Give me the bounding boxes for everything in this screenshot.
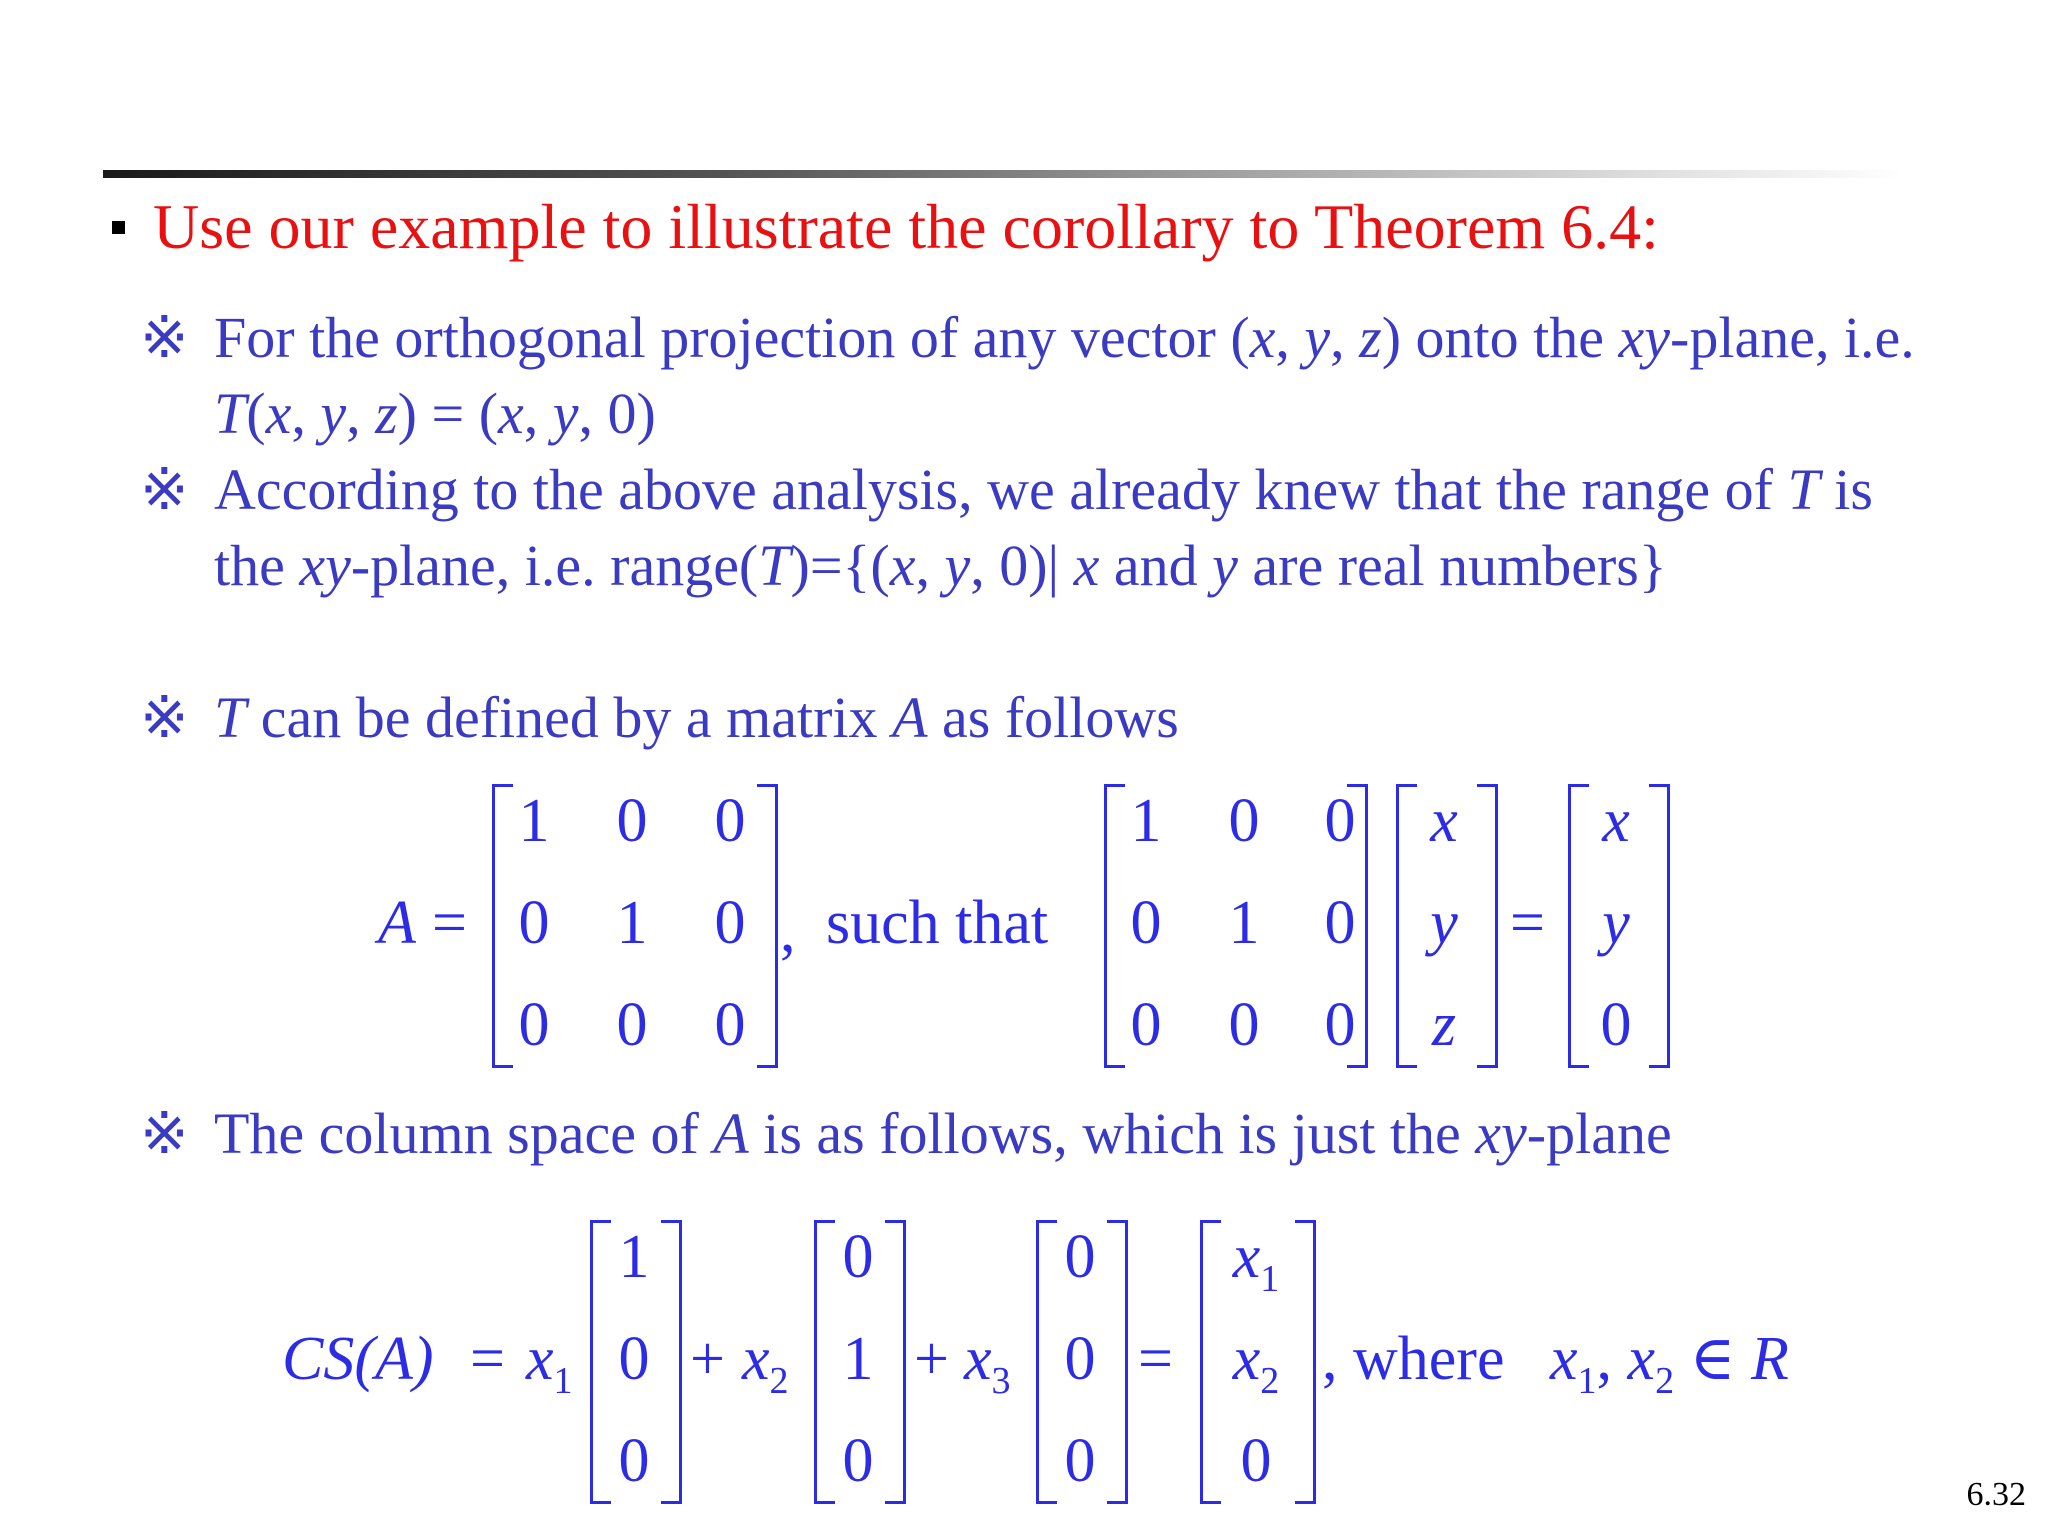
text: are real numbers} [1237,533,1667,598]
equals-sign: = [1510,889,1545,957]
square-bullet-icon [112,221,125,234]
text: )={( [790,533,890,598]
matrix-cell: 0 [1324,991,1356,1059]
text: , [291,381,321,446]
var: T [1787,457,1820,522]
bullet-matrix-def [140,680,1954,756]
var: xy [1618,305,1671,370]
bullet-range [140,452,1954,604]
var: x [742,1325,770,1393]
var: x [265,381,292,446]
matrix-cell: 1 [616,889,648,957]
text: ) onto the [1381,305,1619,370]
equals-sign: = [470,1325,505,1393]
page-number: 6.32 [1966,1476,2026,1513]
var: T [758,533,791,598]
text: -plane, i.e. [1670,305,1915,370]
var: y [944,533,971,598]
vector-cell: 0 [1064,1325,1096,1393]
cs-a-label: CS(A) [282,1325,434,1393]
matrix-cell: 1 [1228,889,1260,957]
matrix-cell: 0 [1324,787,1356,855]
coef-x2 [742,1324,789,1416]
plus-sign: + [914,1325,949,1393]
var: x [1073,533,1100,598]
text: can be defined by a matrix [246,685,893,750]
vector-cell: 0 [1600,991,1632,1059]
subscript: 2 [769,1360,789,1402]
text: , 0) [578,381,656,446]
var: T [214,685,247,750]
var: z [375,381,398,446]
vector-cell: 0 [1240,1427,1272,1495]
coef-x3 [964,1324,1011,1416]
vector-cell: 0 [1064,1223,1096,1291]
text: , 0)| [970,533,1074,598]
text: , [915,533,945,598]
var: y [320,381,347,446]
var: x [1249,305,1276,370]
var: z [1359,305,1382,370]
comma: , [1596,1325,1613,1393]
var: x [1232,1223,1261,1291]
matrix-cell: 0 [616,991,648,1059]
var: y [1212,533,1238,598]
vector-cell: 0 [842,1427,874,1495]
text: is as follows, which is just the [748,1101,1476,1166]
var: A [713,1101,749,1166]
text: ( [246,381,266,446]
var: T [214,381,247,446]
matrix-cell: 0 [1228,991,1260,1059]
heading-text: Use our example to illustrate the corollary to Theorem 6.4: [153,191,1659,262]
subscript: 3 [991,1360,1011,1402]
subscript: 2 [1260,1360,1280,1402]
matrix-cell: 0 [518,889,550,957]
var: x [1232,1325,1261,1393]
condition [1550,1324,1789,1416]
such-that-text: such that [826,889,1049,957]
matrix-cell: 0 [714,889,746,957]
coef-x1 [526,1324,573,1416]
vector-cell: 0 [618,1427,650,1495]
vector-cell [1206,1324,1306,1416]
text: -plane, i.e. range( [350,533,759,598]
equals-sign: = [1138,1325,1173,1393]
text: -plane [1526,1101,1672,1166]
subscript: 1 [1260,1258,1280,1300]
element-of-symbol: ∈ [1689,1325,1736,1393]
var: x [1627,1325,1656,1393]
var: xy [1475,1101,1527,1166]
where-text: , where [1322,1325,1505,1393]
subscript: 1 [553,1360,573,1402]
var: x [1550,1325,1578,1393]
matrix-cell: 0 [616,787,648,855]
reference-mark-icon: ※ [140,1101,189,1166]
vector-cell: x [1430,787,1458,855]
matrix-cell: 0 [714,991,746,1059]
var: x [964,1325,992,1393]
matrix-cell: 0 [1228,787,1260,855]
vector-cell: x [1602,787,1630,855]
matrix-cell: 1 [1130,787,1162,855]
vector-cell: y [1602,889,1630,957]
title-rule [103,170,1903,178]
plus-sign: + [690,1325,725,1393]
text: and [1099,533,1213,598]
vector-cell: y [1430,889,1458,957]
var: y [1304,305,1331,370]
var: A [892,685,928,750]
var: y [552,381,579,446]
var: xy [299,533,351,598]
text: is the [214,457,1873,598]
matrix-cell: 0 [1130,889,1162,957]
equals-sign: = [432,889,467,957]
subscript: 1 [1577,1360,1597,1402]
var: R [1750,1325,1789,1393]
matrix-cell: 0 [1130,991,1162,1059]
reference-mark-icon: ※ [140,685,189,750]
matrix-cell: 0 [714,787,746,855]
text: ) = ( [397,381,499,446]
text: , [1330,305,1360,370]
vector-cell: 1 [842,1325,874,1393]
text: , [346,381,376,446]
vector-cell: 0 [842,1223,874,1291]
vector-cell: 0 [1064,1427,1096,1495]
var: x [526,1325,554,1393]
text: , [1275,305,1305,370]
matrix-cell: 1 [518,787,550,855]
var: x [889,533,916,598]
text: The column space of [214,1101,714,1166]
text: According to the above analysis, we already knew that the range of [214,457,1788,522]
var: x [498,381,524,446]
vector-cell: 1 [618,1223,650,1291]
text: , [523,381,553,446]
bullet-projection [140,300,1954,452]
reference-mark-icon: ※ [140,305,189,370]
reference-mark-icon: ※ [140,457,189,522]
text: as follows [927,685,1179,750]
subscript: 2 [1655,1360,1675,1402]
matrix-cell: 0 [1324,889,1356,957]
matrix-cell: 0 [518,991,550,1059]
vector-cell: z [1431,991,1457,1059]
text: For the orthogonal projection of any vector ( [214,305,1250,370]
comma: , [780,897,796,965]
slide-heading [112,190,1659,264]
vector-cell [1206,1222,1306,1314]
matrix-a-label: A [378,889,416,957]
vector-cell: 0 [618,1325,650,1393]
bullet-column-space [140,1096,1954,1172]
